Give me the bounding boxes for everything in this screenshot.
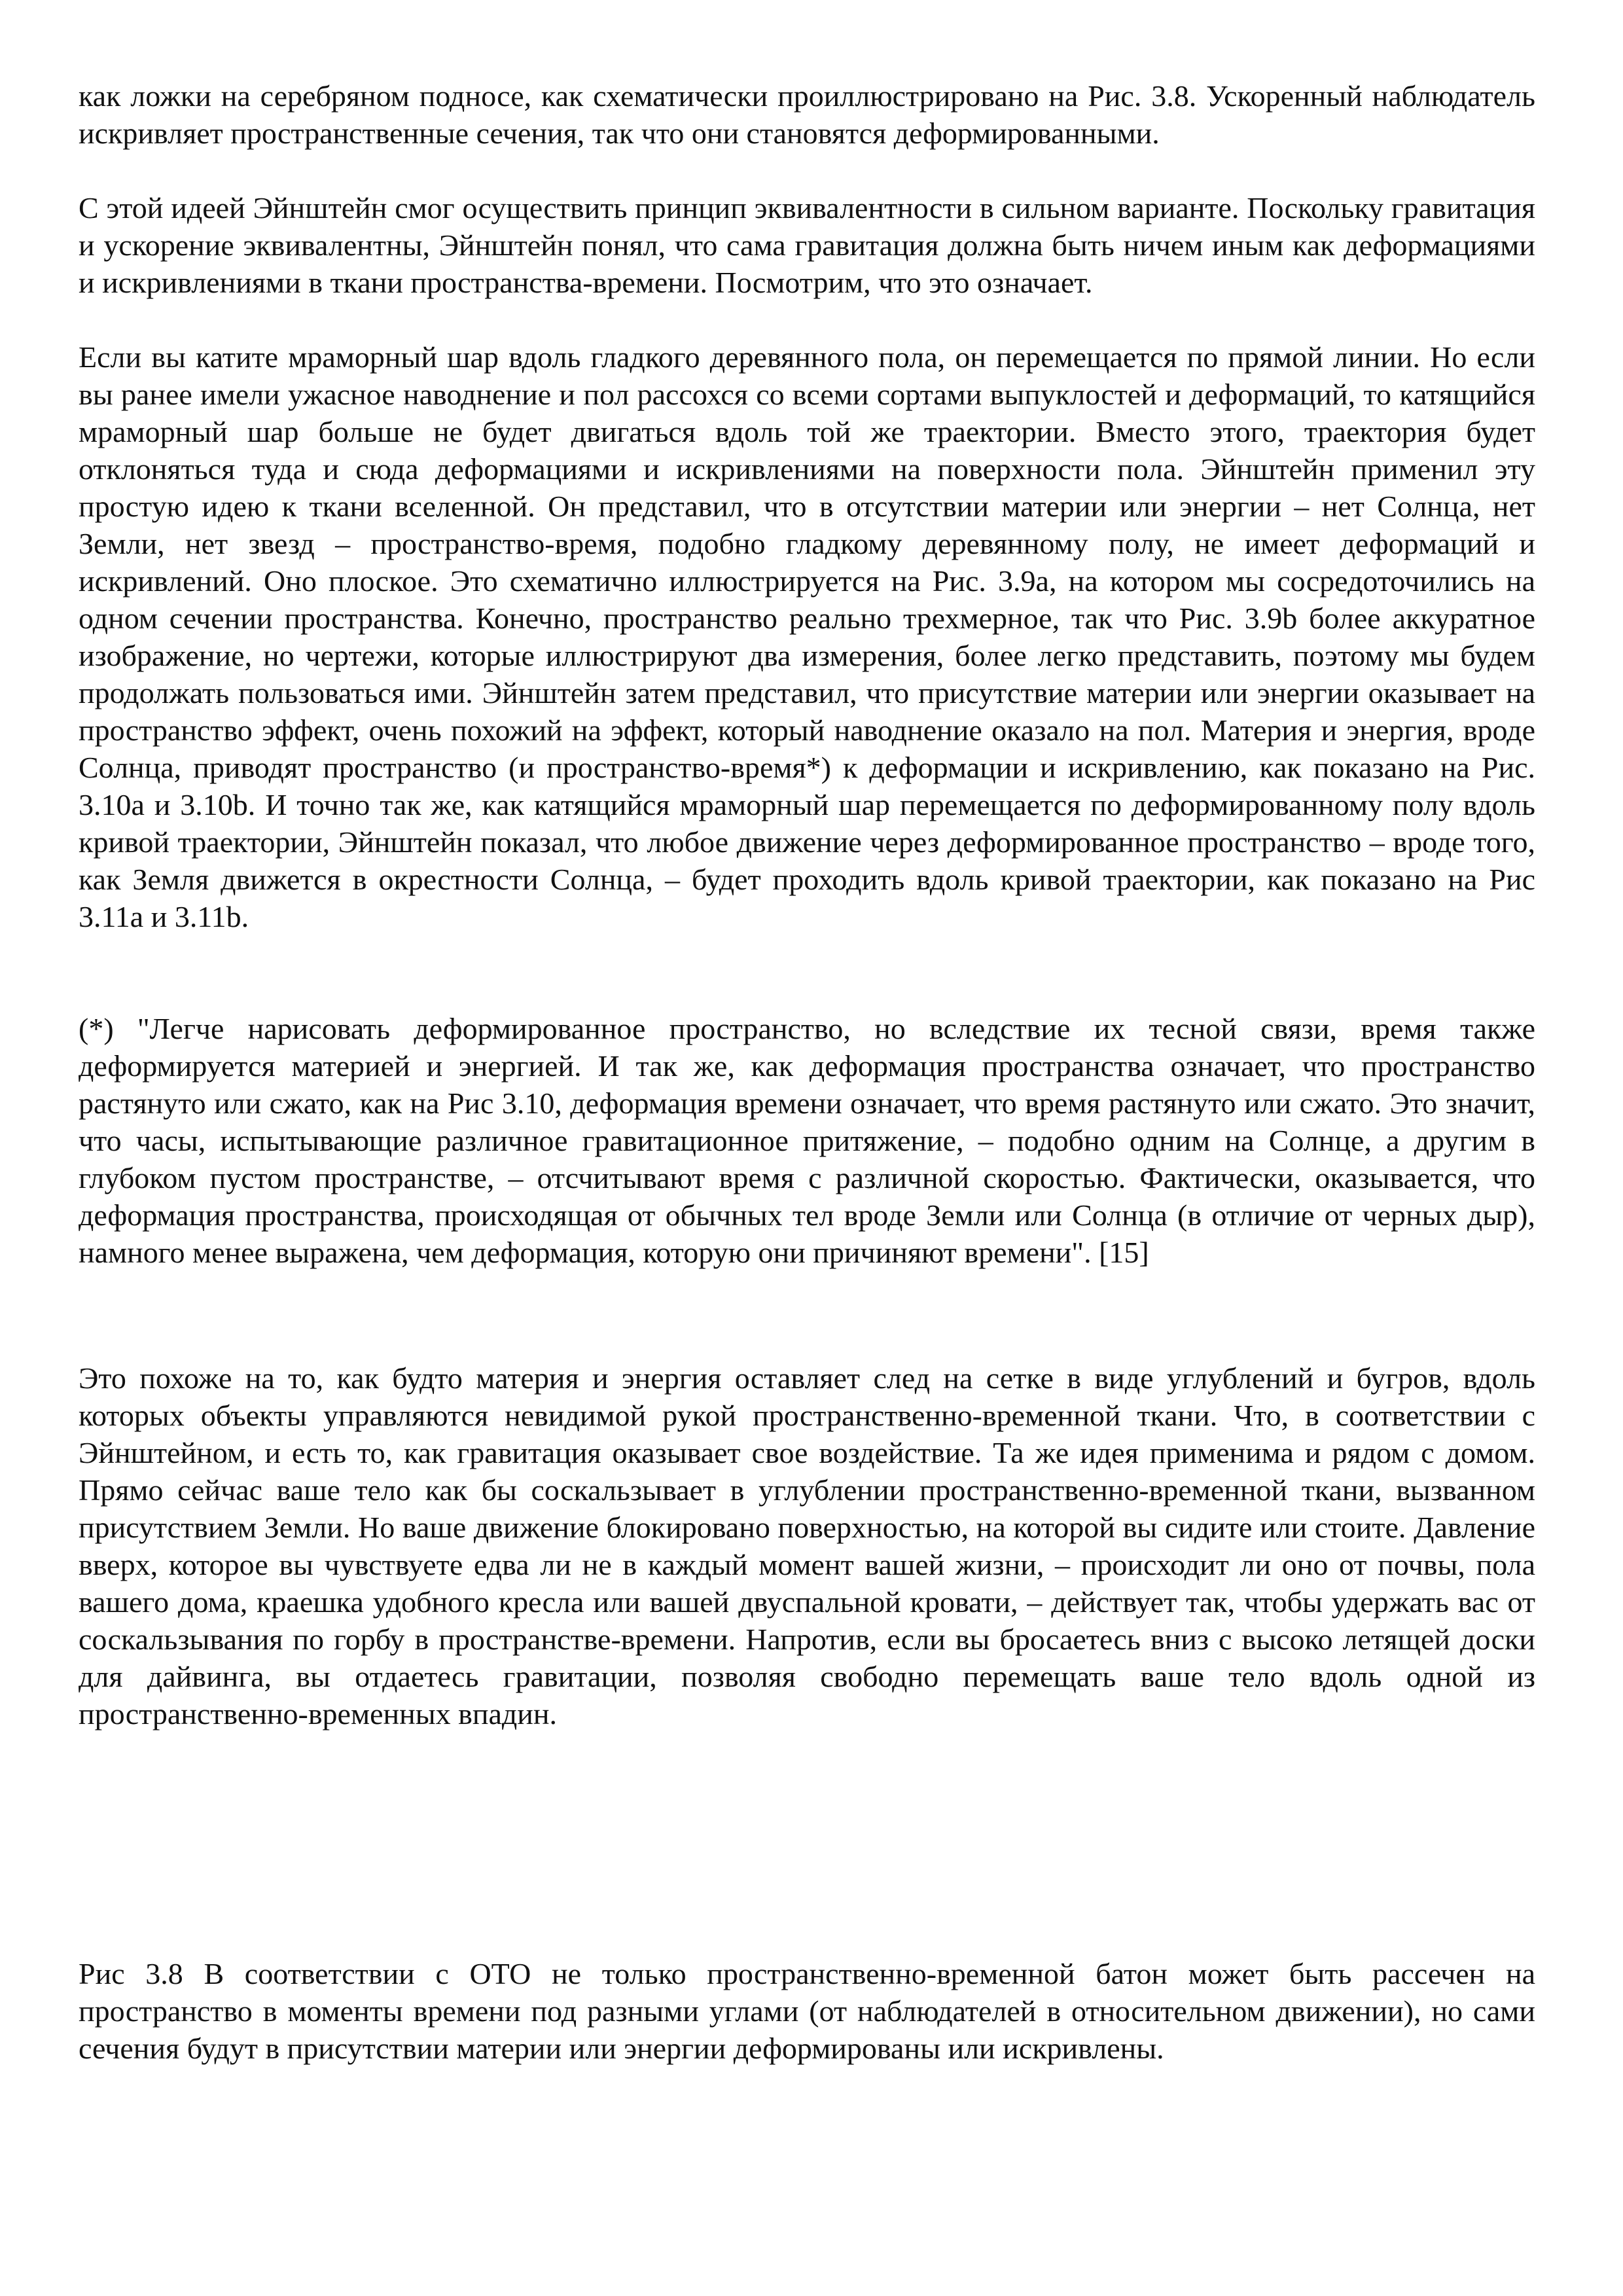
document-page <box>79 77 1535 2067</box>
paragraph-equivalence-principle: С этой идеей Эйнштейн смог осуществить принцип эквивалентности в сильном варианте. Поскольку гравитация и ускорение эквивалентны, Эйнштейн понял, что сама гравитация должна быть ничем иным как деформациями и искривлениями в ткани пространства-времени. Посмотрим, что это означает. <box>79 191 1535 299</box>
paragraph-spoon-analogy: как ложки на серебряном подносе, как схематически проиллюстрировано на Рис. 3.8. Ускоренный наблюдатель искривляет пространственные сечения, так что они становятся деформированными. <box>79 79 1535 150</box>
paragraph-footnote-time-warp: (*) "Легче нарисовать деформированное пространство, но вследствие их тесной связи, время также деформируется материей и энергией. И так же, как деформация пространства означает, что пространство растянуто или сжато, как на Рис 3.10, деформация времени означает, что время растянуто или сжато. Это значит, что часы, испытывающие различное гравитационное притяжение, – подобно одним на Солнце, а другим в глубоком пустом пространстве, – отсчитывают время с различной скоростью. Фактически, оказывается, что деформация пространства, происходящая от обычных тел вроде Земли или Солнца (в отличие от черных дыр), намного менее выражена, чем деформация, которую они причиняют времени". [15] <box>79 1012 1535 1269</box>
paragraph-spacetime-grooves: Это похоже на то, как будто материя и энергия оставляет след на сетке в виде углублений и бугров, вдоль которых объекты управляются невидимой рукой пространственно-временной ткани. Что, в соответствии с Эйнштейном, и есть то, как гравитация оказывает свое воздействие. Та же идея применима и рядом с домом. Прямо сейчас ваше тело как бы соскальзывает в углублении пространственно-временной ткани, вызванном присутствием Земли. Но ваше движение блокировано поверхностью, на которой вы сидите или стоите. Давление вверх, которое вы чувствуете едва ли не в каждый момент вашей жизни, – происходит ли оно от почвы, пола вашего дома, краешка удобного кресла или вашей двуспальной кровати, – действует так, чтобы удержать вас от соскальзывания по горбу в пространстве-времени. Напротив, если вы бросаетесь вниз с высоко летящей доски для дайвинга, вы отдаетесь гравитации, позволяя свободно перемещать ваше тело вдоль одной из пространственно-временных впадин. <box>79 1361 1535 1731</box>
figure-caption-3-8: Рис 3.8 В соответствии с ОТО не только пространственно-временной батон может быть рассечен на пространство в моменты времени под разными углами (от наблюдателей в относительном движении), но сами сечения будут в присутствии материи или энергии деформированы или искривлены. <box>79 1957 1535 2065</box>
paragraph-marble-floor: Если вы катите мраморный шар вдоль гладкого деревянного пола, он перемещается по прямой линии. Но если вы ранее имели ужасное наводнение и пол рассохся со всеми сортами выпуклостей и деформаций, то катящийся мраморный шар больше не будет двигаться вдоль той же траектории. Вместо этого, траектория будет отклоняться туда и сюда деформациями и искривлениями на поверхности пола. Эйнштейн применил эту простую идею к ткани вселенной. Он представил, что в отсутствии материи или энергии – нет Солнца, нет Земли, нет звезд – пространство-время, подобно гладкому деревянному полу, не имеет деформаций и искривлений. Оно плоское. Это схематично иллюстрируется на Рис. 3.9a, на котором мы сосредоточились на одном сечении пространства. Конечно, пространство реально трехмерное, так что Рис. 3.9b более аккуратное изображение, но чертежи, которые иллюстрируют два измерения, более легко представить, поэтому мы будем продолжать пользоваться ими. Эйнштейн затем представил, что присутствие материи или энергии оказывает на пространство эффект, очень похожий на эффект, который наводнение оказало на пол. Материя и энергия, вроде Солнца, приводят пространство (и пространство-время*) к деформации и искривлению, как показано на Рис. 3.10a и 3.10b. И точно так же, как катящийся мраморный шар перемещается по деформированному полу вдоль кривой траектории, Эйнштейн показал, что любое движение через деформированное пространство – вроде того, как Земля движется в окрестности Солнца, – будет проходить вдоль кривой траектории, как показано на Рис 3.11a и 3.11b. <box>79 340 1535 933</box>
